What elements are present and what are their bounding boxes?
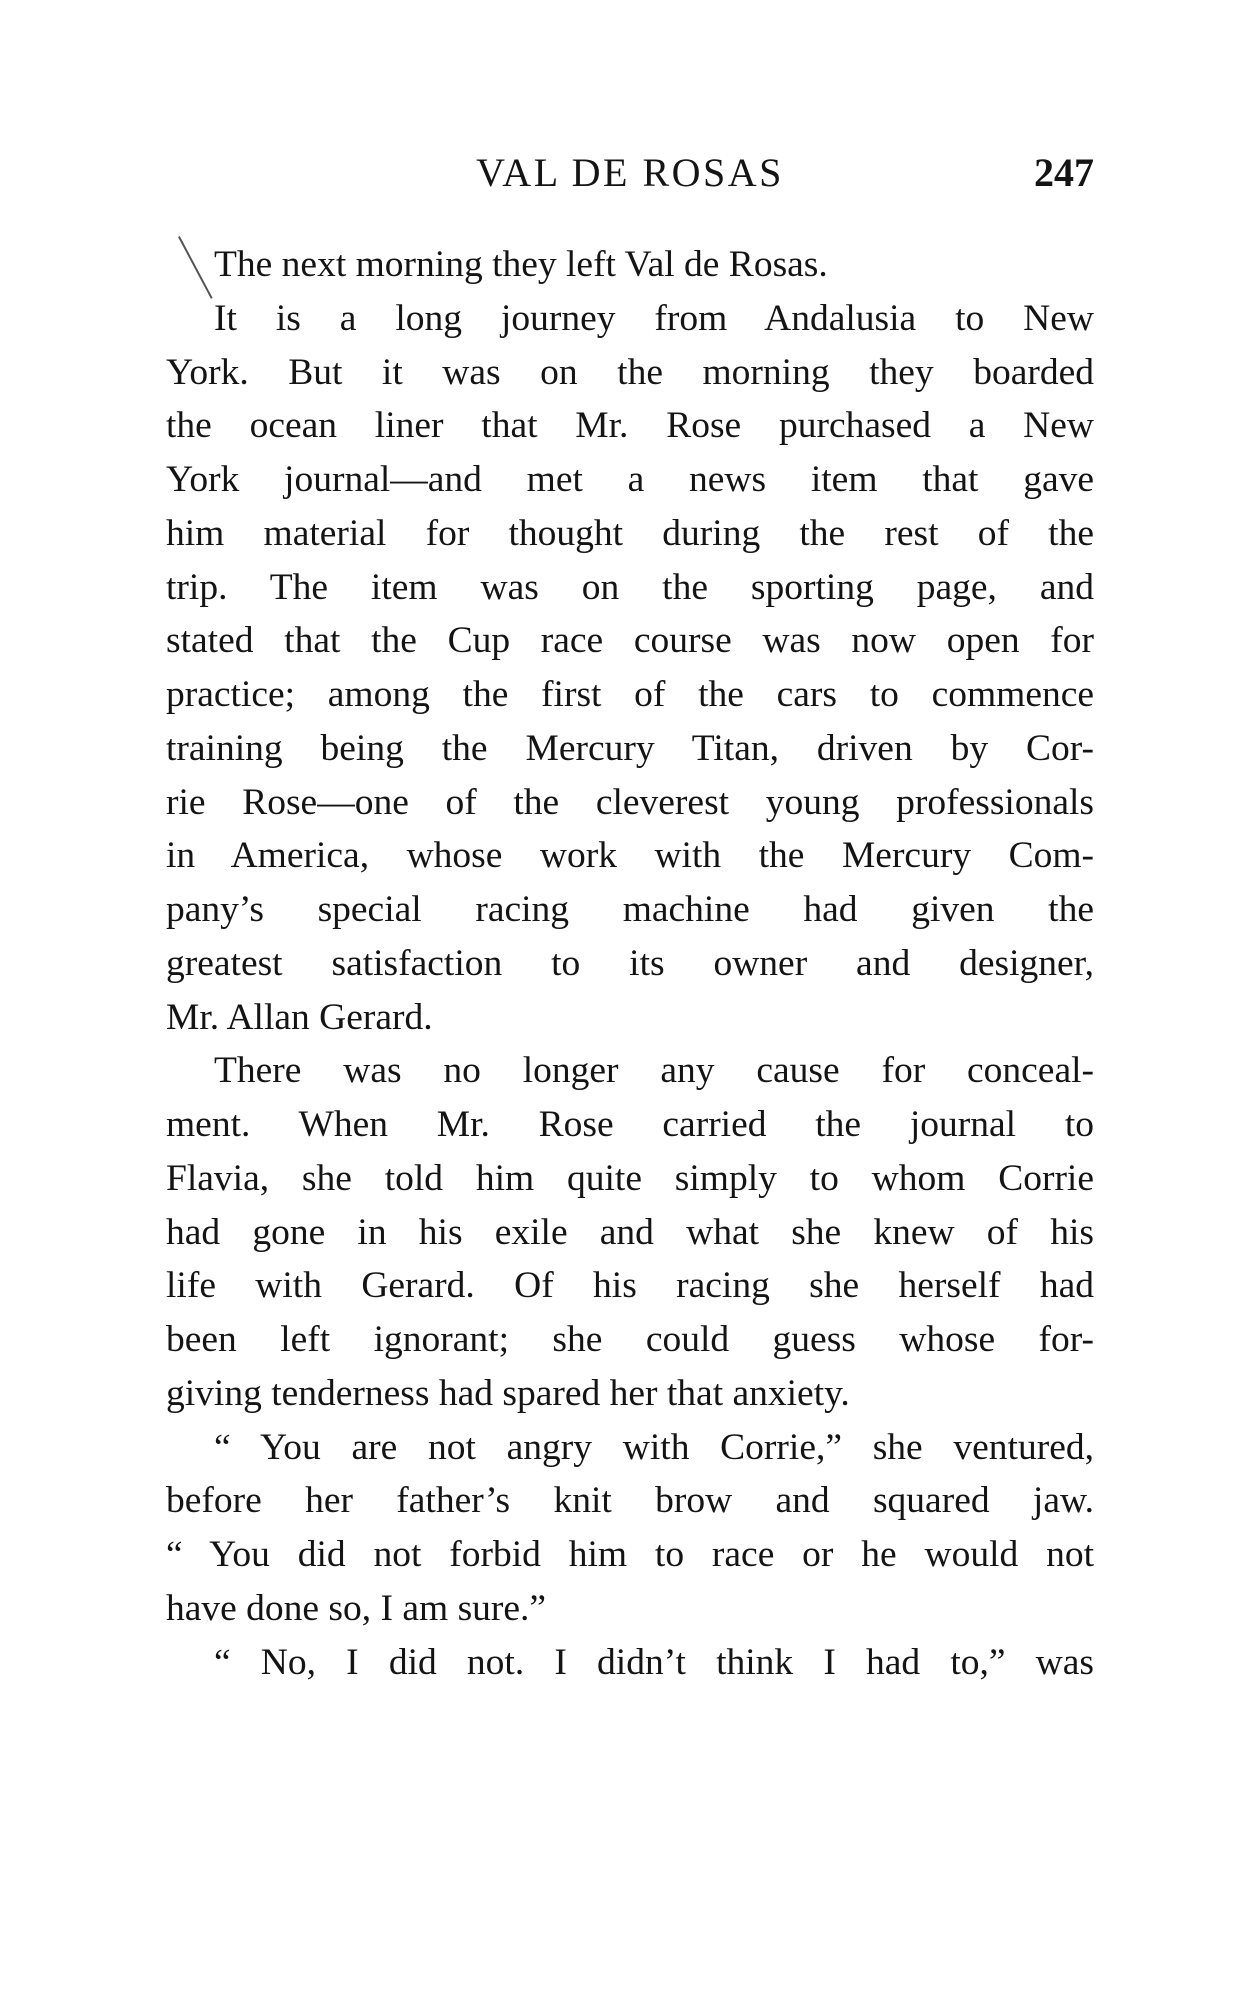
text-line: in America, whose work with the Mercury Com- (166, 835, 1094, 877)
text-line: have done so, I am sure.” (166, 1587, 547, 1629)
text-line: Flavia, she told him quite simply to whom Corrie (166, 1157, 1094, 1199)
text-line: “ You are not angry with Corrie,” she ventured, (214, 1426, 1094, 1468)
body-text (166, 238, 1094, 1689)
running-header (166, 143, 1094, 203)
text-line: greatest satisfaction to its owner and designer, (166, 942, 1094, 984)
text-line: giving tenderness had spared her that anxiety. (166, 1372, 850, 1414)
text-line: York. But it was on the morning they boarded (166, 351, 1094, 393)
text-line: been left ignorant; she could guess whose for- (166, 1319, 1094, 1360)
text-line: Mr. Allan Gerard. (166, 996, 433, 1038)
text-line: “ No, I did not. I didn’t think I had to,” was (214, 1641, 1094, 1683)
text-line: “ You did not forbid him to race or he would not (166, 1534, 1094, 1575)
text-line: practice; among the first of the cars to commence (166, 674, 1094, 715)
text-line: before her father’s knit brow and squared jaw. (166, 1480, 1094, 1522)
text-line: rie Rose—one of the cleverest young professionals (166, 781, 1094, 823)
text-line: him material for thought during the rest of the (166, 512, 1094, 554)
text-line: trip. The item was on the sporting page, and (166, 566, 1094, 608)
page-number: 247 (1034, 150, 1094, 195)
text-line: had gone in his exile and what she knew of his (166, 1211, 1094, 1253)
text-line: The next morning they left Val de Rosas. (214, 244, 828, 285)
text-line: York journal—and met a news item that gave (166, 459, 1094, 500)
text-line: the ocean liner that Mr. Rose purchased a New (166, 405, 1094, 447)
text-line: There was no longer any cause for conceal- (214, 1050, 1094, 1092)
text-line: pany’s special racing machine had given the (166, 889, 1094, 930)
text-line: training being the Mercury Titan, driven by Cor- (166, 727, 1094, 769)
text-line: life with Gerard. Of his racing she herself had (166, 1265, 1094, 1307)
text-line: stated that the Cup race course was now open for (166, 620, 1094, 662)
running-title: VAL DE ROSAS (476, 150, 784, 195)
text-line: It is a long journey from Andalusia to New (214, 297, 1094, 339)
text-line: ment. When Mr. Rose carried the journal to (166, 1104, 1094, 1145)
